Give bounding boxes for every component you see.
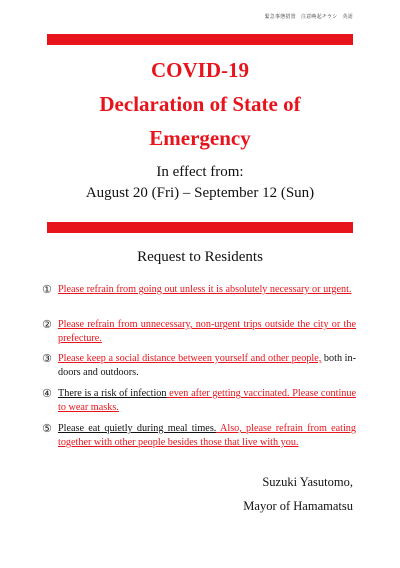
request-text-black: Please eat quietly during meal times. [58, 423, 217, 434]
effect-label: In effect from: [156, 164, 244, 180]
request-item-2 [42, 318, 356, 346]
signature-title: Mayor of Hamamatsu [243, 499, 353, 513]
request-item-1 [42, 283, 356, 297]
request-text-red: Please keep a social distance between yourself and other people, [58, 353, 322, 364]
bottom-red-bar [47, 222, 353, 233]
request-number: ⑤ [42, 422, 52, 435]
top-red-bar [47, 34, 353, 45]
request-text-red: Please refrain from going out unless it is absolutely necessary or urgent. [58, 284, 352, 295]
request-number: ② [42, 318, 52, 331]
section-heading: Request to Residents [137, 249, 263, 265]
title-line-2: Declaration of State of [99, 92, 301, 116]
header-note: 緊急事態措置 注意喚起チラシ 英語 [264, 14, 353, 20]
request-text-black: There is a risk of infection [58, 388, 167, 399]
request-number: ④ [42, 387, 52, 400]
request-item-4 [42, 387, 356, 415]
request-text-red: Please refrain from unnecessary, non-urgent trips outside the city or the prefecture. [58, 319, 356, 344]
title-line-3: Emergency [149, 126, 251, 150]
request-number: ① [42, 283, 52, 296]
title-line-1: COVID-19 [151, 58, 249, 82]
request-text-red: even after getting vaccinated. Please continue to wear masks. [58, 388, 356, 413]
request-text-black: both in-doors and outdoors. [58, 353, 356, 378]
request-number: ③ [42, 352, 52, 365]
request-item-5 [42, 422, 356, 450]
date-range: August 20 (Fri) – September 12 (Sun) [85, 185, 315, 201]
request-item-3 [42, 352, 356, 380]
signature-name: Suzuki Yasutomo, [262, 475, 353, 489]
request-text-red: Also, please refrain from eating together with other people besides those that live with you. [58, 423, 356, 448]
